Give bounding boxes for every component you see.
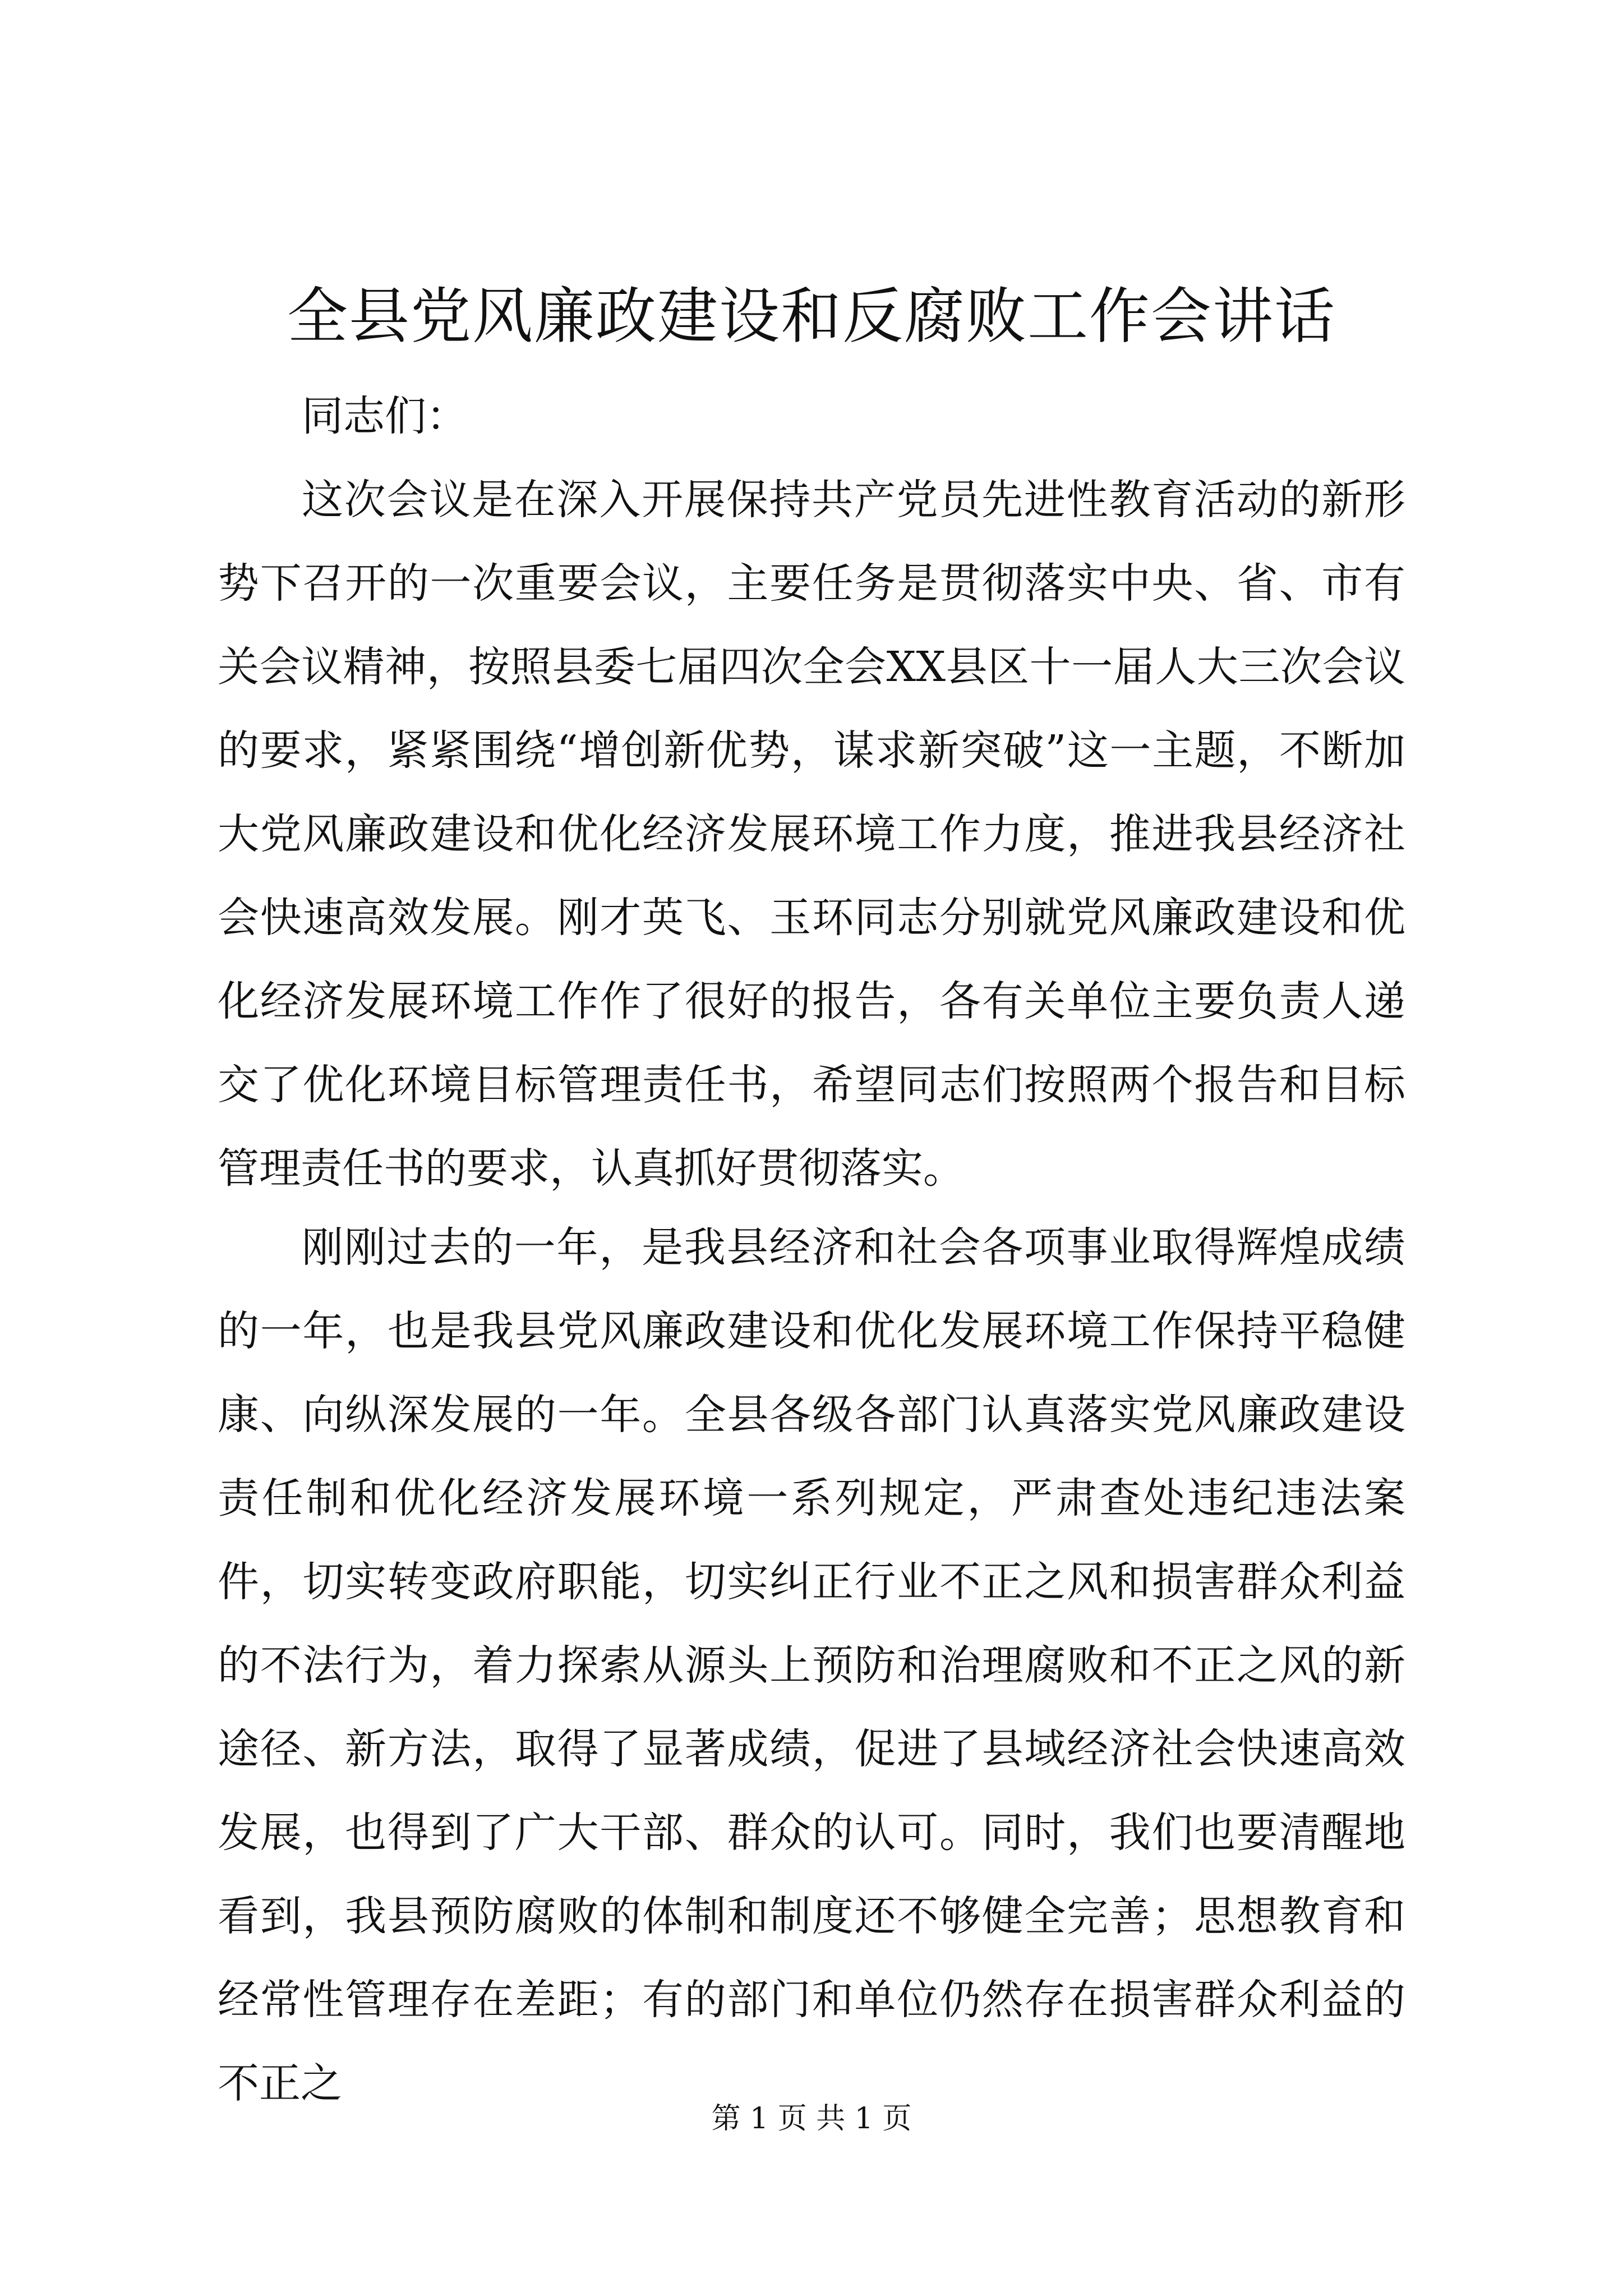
salutation: 同志们： <box>302 392 468 440</box>
paragraph-2: 刚刚过去的一年，是我县经济和社会各项事业取得辉煌成绩的一年，也是我县党风廉政建设和优化发展环境工作保持平稳健康、向纵深发展的一年。全县各级各部门认真落实党风廉政建设责任制和优化经济发展环境一系列规定，严肃查处违纪违法案件，切实转变政府职能，切实纠正行业不正之风和损害群众利益的不法行为，着力探索从源头上预防和治理腐败和不正之风的新途径、新方法，取得了显著成绩，促进了县域经济社会快速高效发展，也得到了广大干部、群众的认可。同时，我们也要清醒地看到，我县预防腐败的体制和制度还不够健全完善；思想教育和经常性管理存在差距；有的部门和单位仍然存在损害群众利益的不正之 <box>218 1223 1405 2108</box>
document-title: 全县党风廉政建设和反腐败工作会讲话 <box>287 282 1336 352</box>
paragraph-1: 这次会议是在深入开展保持共产党员先进性教育活动的新形势下召开的一次重要会议，主要任务是贯彻落实中央、省、市有关会议精神，按照县委七届四次全会XX县区十一届人大三次会议的要求，紧紧围绕“增创新优势，谋求新突破”这一主题，不断加大党风廉政建设和优化经济发展环境工作力度，推进我县经济社会快速高效发展。刚才英飞、玉环同志分别就党风廉政建设和优化经济发展环境工作作了很好的报告，各有关单位主要负责人递交了优化环境目标管理责任书，希望同志们按照两个报告和目标管理责任书的要求，认真抓好贯彻落实。 <box>218 476 1405 1193</box>
page-footer: 第 1 页 共 1 页 <box>711 2102 912 2136</box>
